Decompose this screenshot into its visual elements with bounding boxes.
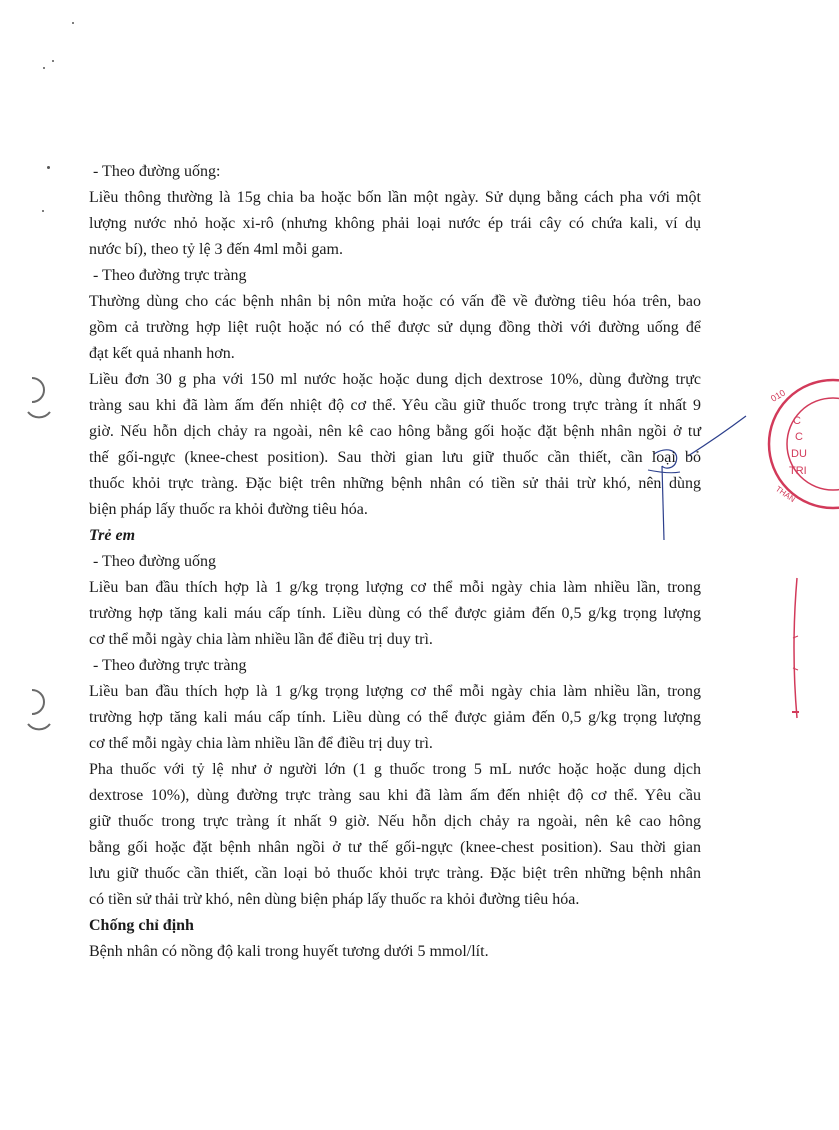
scan-speck (72, 22, 74, 24)
text-line: cơ thể mỗi ngày chia làm nhiều lần để điều trị duy trì. (89, 735, 433, 752)
text-line: thế gối-ngực (knee-chest position). Sau thời gian lưu giữ thuốc cần thiết, cần loại bỏ (89, 449, 701, 466)
text-line: biện pháp lấy thuốc ra khỏi đường tiêu hóa. (89, 501, 368, 518)
text-line: giờ. Nếu hỗn dịch chảy ra ngoài, nên kê cao hông bằng gối hoặc đặt bệnh nhân ngồi ở tư (89, 423, 701, 440)
scan-speck (42, 210, 44, 212)
text-line: Liều ban đầu thích hợp là 1 g/kg trọng lượng cơ thể mỗi ngày chia làm nhiều lần, trong (89, 683, 701, 700)
red-stamp-fragment (789, 578, 799, 718)
text-line: gồm cả trường hợp liệt ruột hoặc nó có thể được sử dụng đồng thời với đường uống để (89, 319, 701, 336)
text-line: tràng sau khi đã làm ấm đến nhiệt độ cơ thể. Yêu cầu giữ thuốc trong trực tràng ít nhất 9 (89, 397, 701, 414)
punch-hole-mark (22, 684, 62, 744)
stamp-text: C (793, 415, 801, 427)
text-line: dextrose 10%), dùng đường trực tràng sau khi đã làm ấm đến nhiệt độ cơ thể. Yêu cầu (89, 787, 701, 804)
contraindications-heading: Chống chỉ định (89, 917, 194, 934)
document-body (89, 159, 701, 965)
text-line: lưu giữ thuốc cần thiết, cần loại bỏ thuốc khỏi trực tràng. Đặc biệt trên những bệnh nhân (89, 865, 701, 882)
text-line: Thường dùng cho các bệnh nhân bị nôn mửa hoặc có vấn đề về đường tiêu hóa trên, bao (89, 293, 701, 310)
text-line: Pha thuốc với tỷ lệ như ở người lớn (1 g thuốc trong 5 mL nước hoặc hoặc dung dịch (89, 761, 701, 778)
text-line: trường hợp tăng kali máu cấp tính. Liều dùng có thể được giảm đến 0,5 g/kg trọng lượng (89, 709, 701, 726)
stamp-text: TRI (789, 465, 807, 477)
stamp-text: 010 (769, 387, 788, 404)
text-line: Liều thông thường là 15g chia ba hoặc bốn lần một ngày. Sử dụng bằng cách pha với một (89, 189, 701, 206)
punch-hole-mark (22, 372, 62, 432)
text-line: giữ thuốc trong trực tràng ít nhất 9 giờ. Nếu hỗn dịch chảy ra ngoài, nên kê cao hông (89, 813, 701, 830)
scan-speck (43, 67, 45, 69)
text-line: trường hợp tăng kali máu cấp tính. Liều dùng có thể được giảm đến 0,5 g/kg trọng lượng (89, 605, 701, 622)
contraindications-text: Bệnh nhân có nồng độ kali trong huyết tương dưới 5 mmol/lít. (89, 943, 489, 960)
child-rectal-heading: - Theo đường trực tràng (93, 657, 247, 674)
scan-speck (47, 166, 50, 169)
text-line: lượng nước nhỏ hoặc xi-rô (nhưng không phải loại nước ép trái cây có chứa kali, ví dụ (89, 215, 701, 232)
text-line: bằng gối hoặc đặt bệnh nhân ngồi ở tư thế gối-ngực (knee-chest position). Sau thời gian (89, 839, 701, 856)
adult-oral-heading: - Theo đường uống: (93, 163, 221, 180)
text-line: Liều đơn 30 g pha với 150 ml nước hoặc hoặc dung dịch dextrose 10%, dùng đường trực (89, 371, 701, 388)
text-line: nước bí), theo tỷ lệ 3 đến 4ml mỗi gam. (89, 241, 343, 258)
adult-rectal-heading: - Theo đường trực tràng (93, 267, 247, 284)
stamp-text: C (795, 431, 803, 443)
children-heading: Trẻ em (89, 527, 136, 544)
text-line: có tiền sử thải trừ khó, nên dùng biện pháp lấy thuốc ra khỏi đường tiêu hóa. (89, 891, 580, 908)
red-stamp (761, 372, 839, 522)
child-oral-heading: - Theo đường uống (93, 553, 217, 570)
stamp-text: THAN (773, 484, 797, 505)
text-line: cơ thể mỗi ngày chia làm nhiều lần để điều trị duy trì. (89, 631, 433, 648)
text-line: đạt kết quả nhanh hơn. (89, 345, 235, 362)
text-line: Liều ban đầu thích hợp là 1 g/kg trọng lượng cơ thể mỗi ngày chia làm nhiều lần, trong (89, 579, 701, 596)
scan-speck (52, 60, 54, 62)
stamp-text: DU (791, 448, 807, 460)
text-line: thuốc khỏi trực tràng. Đặc biệt trên những bệnh nhân có tiền sử thải trừ khó, nên dùng (89, 475, 701, 492)
